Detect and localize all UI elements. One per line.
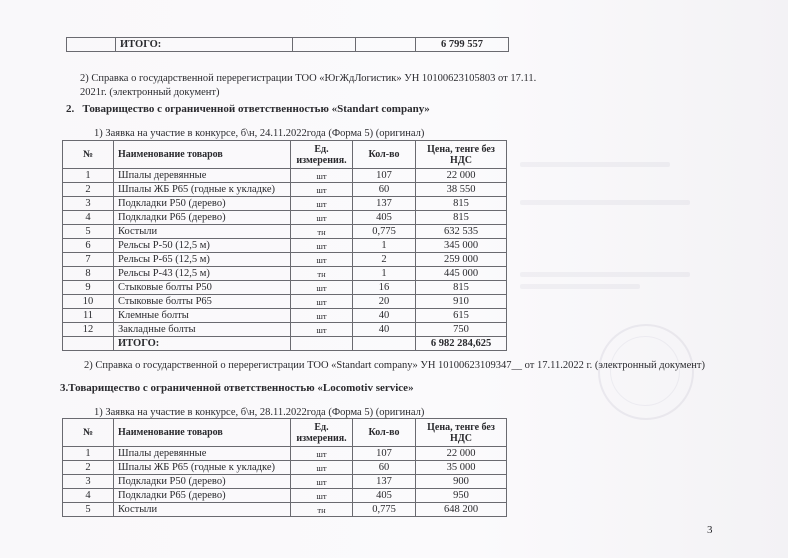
cell-price: 22 000 xyxy=(416,169,507,183)
cell-name: Подкладки Р50 (дерево) xyxy=(114,197,291,211)
cell-name: Подкладки Р65 (дерево) xyxy=(114,211,291,225)
cell-number: 7 xyxy=(63,253,114,267)
cell-unit: тн xyxy=(291,225,353,239)
cell-number: 5 xyxy=(63,503,114,517)
cell-number: 2 xyxy=(63,461,114,475)
table-row xyxy=(63,253,507,267)
section-2-item-1: 1) Заявка на участие в конкурсе, б\н, 24.11.2022года (Форма 5) (оригинал) xyxy=(94,128,425,139)
cell-price: 615 xyxy=(416,309,507,323)
reregistration-note-line1: 2) Справка о государственной перерегистрации ТОО «ЮгЖдЛогистик» УН 10100623105803 от 17.11. xyxy=(80,73,537,84)
cell-qty: 107 xyxy=(353,447,416,461)
section-2-item-2: 2) Справка о государственной о перерегистрации ТОО «Standart company» УН 10100623109347__ от 17.11.2022 г. (электронный документ) xyxy=(84,360,705,371)
cell-price: 815 xyxy=(416,197,507,211)
cell-name: Шпалы ЖБ Р65 (годные к укладке) xyxy=(114,183,291,197)
cell-price: 35 000 xyxy=(416,461,507,475)
cell-price: 910 xyxy=(416,295,507,309)
cell-qty: 20 xyxy=(353,295,416,309)
cell-number: 4 xyxy=(63,489,114,503)
cell-name: Стыковые болты Р50 xyxy=(114,281,291,295)
cell-price: 38 550 xyxy=(416,183,507,197)
cell-number: 9 xyxy=(63,281,114,295)
cell-unit: шт xyxy=(291,475,353,489)
cell-name: Шпалы деревянные xyxy=(114,447,291,461)
cell-qty: 405 xyxy=(353,211,416,225)
section-3-goods-table xyxy=(62,418,507,517)
col-number-header: № xyxy=(63,419,114,447)
cell-number: 10 xyxy=(63,295,114,309)
cell-name: Рельсы Р-50 (12,5 м) xyxy=(114,239,291,253)
section-2-title: Товарищество с ограниченной ответственностью «Standart company» xyxy=(82,103,430,115)
cell-name: Стыковые болты Р65 xyxy=(114,295,291,309)
col-name-header: Наименование товаров xyxy=(114,419,291,447)
col-name-header: Наименование товаров xyxy=(114,141,291,169)
table-header-row xyxy=(63,419,507,447)
table-row xyxy=(63,169,507,183)
table-row xyxy=(63,239,507,253)
bleed-through-line xyxy=(520,162,670,167)
cell-unit: шт xyxy=(291,197,353,211)
col-price-header: Цена, тенге без НДС xyxy=(416,419,507,447)
cell-price: 750 xyxy=(416,323,507,337)
cell-qty: 137 xyxy=(353,475,416,489)
cell-qty: 40 xyxy=(353,323,416,337)
cell-number: 1 xyxy=(63,169,114,183)
cell-name: Рельсы Р-65 (12,5 м) xyxy=(114,253,291,267)
table-row xyxy=(63,503,507,517)
cell-qty: 0,775 xyxy=(353,503,416,517)
col-unit-header: Ед. измерения. xyxy=(291,141,353,169)
cell-number: 6 xyxy=(63,239,114,253)
col-qty-header: Кол-во xyxy=(353,419,416,447)
table-row xyxy=(63,267,507,281)
cell-unit: шт xyxy=(291,281,353,295)
cell-number: 1 xyxy=(63,447,114,461)
total-value: 6 982 284,625 xyxy=(416,337,507,351)
cell-qty: 137 xyxy=(353,197,416,211)
table-row xyxy=(63,295,507,309)
cell-number: 8 xyxy=(63,267,114,281)
total-row xyxy=(63,337,507,351)
cell-unit: шт xyxy=(291,183,353,197)
cell-price: 815 xyxy=(416,281,507,295)
cell-unit: шт xyxy=(291,253,353,267)
cell-price: 445 000 xyxy=(416,267,507,281)
table-header-row xyxy=(63,141,507,169)
section-3-heading: 3.Товарищество с ограниченной ответственностью «Locomotiv service» xyxy=(60,382,414,394)
cell-name: Подкладки Р65 (дерево) xyxy=(114,489,291,503)
cell-number: 3 xyxy=(63,197,114,211)
col-qty-header: Кол-во xyxy=(353,141,416,169)
cell-number: 2 xyxy=(63,183,114,197)
total-label: ИТОГО: xyxy=(116,38,293,52)
cell-unit: шт xyxy=(291,309,353,323)
cell-price: 22 000 xyxy=(416,447,507,461)
total-value: 6 799 557 xyxy=(416,38,509,52)
previous-table-total xyxy=(66,37,509,52)
cell-price: 950 xyxy=(416,489,507,503)
cell-number: 5 xyxy=(63,225,114,239)
cell-qty: 2 xyxy=(353,253,416,267)
cell-unit: шт xyxy=(291,461,353,475)
section-2-heading xyxy=(66,103,430,115)
bleed-through-line xyxy=(520,284,640,289)
table-row xyxy=(63,309,507,323)
section-3-item-1: 1) Заявка на участие в конкурсе, б\н, 28.11.2022года (Форма 5) (оригинал) xyxy=(94,407,425,418)
cell-unit: тн xyxy=(291,503,353,517)
cell-price: 900 xyxy=(416,475,507,489)
cell-qty: 1 xyxy=(353,267,416,281)
cell-number: 4 xyxy=(63,211,114,225)
cell-qty: 405 xyxy=(353,489,416,503)
cell-number: 12 xyxy=(63,323,114,337)
cell-unit: тн xyxy=(291,267,353,281)
cell-unit: шт xyxy=(291,489,353,503)
cell-qty: 107 xyxy=(353,169,416,183)
cell-qty: 0,775 xyxy=(353,225,416,239)
cell-unit: шт xyxy=(291,211,353,225)
cell-qty: 1 xyxy=(353,239,416,253)
bleed-through-line xyxy=(520,272,690,277)
cell-price: 345 000 xyxy=(416,239,507,253)
cell-unit: шт xyxy=(291,295,353,309)
cell-price: 648 200 xyxy=(416,503,507,517)
cell-name: Костыли xyxy=(114,503,291,517)
cell-unit: шт xyxy=(291,323,353,337)
cell-qty: 40 xyxy=(353,309,416,323)
cell-name: Рельсы Р-43 (12,5 м) xyxy=(114,267,291,281)
table-row xyxy=(63,225,507,239)
reregistration-note-line2: 2021г. (электронный документ) xyxy=(80,87,220,98)
table-row xyxy=(63,475,507,489)
cell-unit: шт xyxy=(291,447,353,461)
col-unit-header: Ед. измерения. xyxy=(291,419,353,447)
cell-qty: 60 xyxy=(353,183,416,197)
cell-price: 632 535 xyxy=(416,225,507,239)
cell-number: 11 xyxy=(63,309,114,323)
cell-qty: 16 xyxy=(353,281,416,295)
bleed-through-line xyxy=(520,200,690,205)
total-label: ИТОГО: xyxy=(114,337,291,351)
table-row xyxy=(63,489,507,503)
table-row xyxy=(63,211,507,225)
cell-name: Шпалы ЖБ Р65 (годные к укладке) xyxy=(114,461,291,475)
table-row xyxy=(63,197,507,211)
cell-unit: шт xyxy=(291,239,353,253)
total-row xyxy=(67,38,509,52)
cell-name: Подкладки Р50 (дерево) xyxy=(114,475,291,489)
cell-name: Костыли xyxy=(114,225,291,239)
page-number: 3 xyxy=(707,524,713,536)
section-2-number: 2. xyxy=(66,103,75,115)
cell-qty: 60 xyxy=(353,461,416,475)
cell-number: 3 xyxy=(63,475,114,489)
table-row xyxy=(63,447,507,461)
table-row xyxy=(63,281,507,295)
cell-price: 259 000 xyxy=(416,253,507,267)
cell-name: Закладные болты xyxy=(114,323,291,337)
section-2-goods-table xyxy=(62,140,507,351)
table-row xyxy=(63,183,507,197)
col-number-header: № xyxy=(63,141,114,169)
cell-name: Шпалы деревянные xyxy=(114,169,291,183)
cell-name: Клемные болты xyxy=(114,309,291,323)
col-price-header: Цена, тенге без НДС xyxy=(416,141,507,169)
table-row xyxy=(63,323,507,337)
cell-price: 815 xyxy=(416,211,507,225)
cell-unit: шт xyxy=(291,169,353,183)
table-row xyxy=(63,461,507,475)
